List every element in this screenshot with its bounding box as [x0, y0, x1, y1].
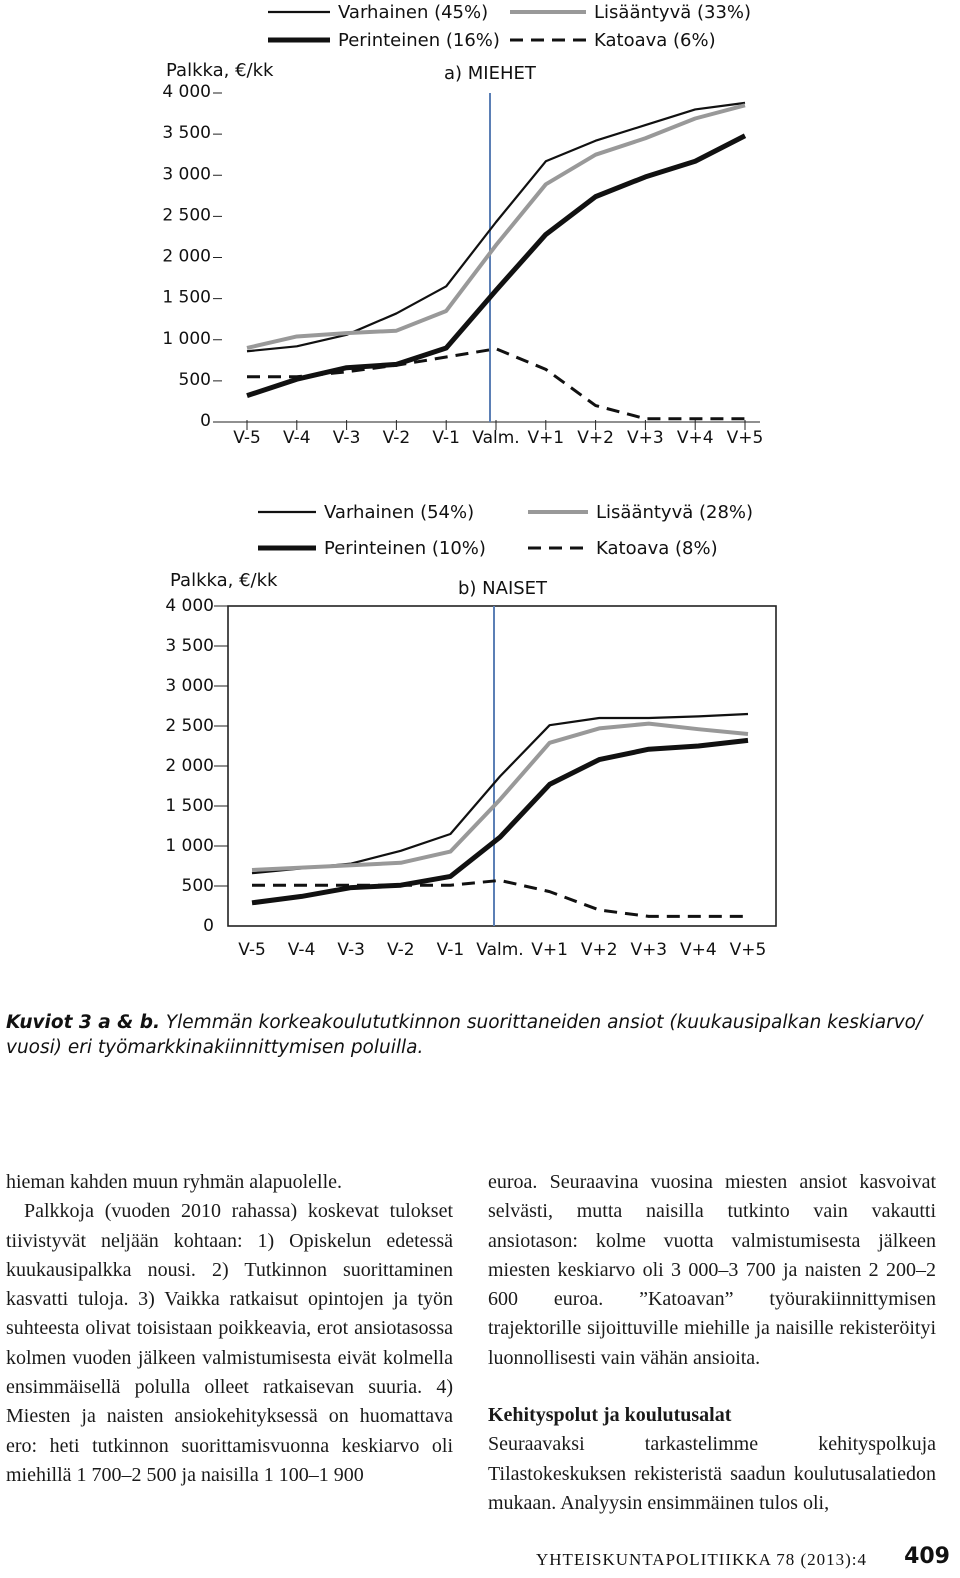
legend-label: Perinteinen (10%)	[324, 538, 486, 559]
section-heading: Kehityspolut ja koulutusalat	[488, 1404, 732, 1427]
y-tick-label: 4 000	[165, 596, 214, 616]
paragraph: Seuraavaksi tarkastelimme kehityspolkuja Tilastokeskuksen rekisteristä saadun koulutusalatiedon mukaan. Analyysin ensimmäinen tulos oli,	[488, 1433, 936, 1514]
series-line-lisääntyvä	[247, 105, 745, 348]
x-tick-label: V-5	[238, 940, 266, 960]
paragraph: hieman kahden muun ryhmän alapuolelle.	[6, 1171, 343, 1193]
y-axis-label: Palkka, €/kk	[166, 60, 274, 81]
x-tick-label: V+3	[630, 940, 668, 960]
legend-label: Perinteinen (16%)	[338, 30, 500, 51]
y-tick-label: 1 500	[165, 796, 214, 816]
journal-name: YHTEISKUNTAPOLITIIKKA 78 (2013):4	[536, 1550, 867, 1569]
y-tick-label: 500	[178, 369, 211, 390]
legend-label: Lisääntyvä (28%)	[596, 502, 754, 523]
y-tick-label: 1 000	[162, 328, 211, 349]
series-line-perinteinen	[252, 740, 748, 902]
chart-b-naiset	[0, 492, 960, 972]
legend-label: Katoava (8%)	[596, 538, 718, 559]
paragraph: euroa. Seuraavina vuosina miesten ansiot kasvoivat selvästi, mutta naisilla tutkinto vain vakautti ansiotason: kolme vuotta valmistumisesta jälkeen miesten keskiarvo oli 3 000–3 700 ja naisten 2 200–2 600 euroa. ”Katoavan” työurakiinnittymisen trajektorille sijoittuville miehille ja naisille rekisteröityi luonnollisesti vain vähän ansioita.	[488, 1171, 936, 1369]
x-tick-label: V+5	[729, 940, 767, 960]
x-tick-label: V-4	[287, 940, 316, 960]
y-tick-label: 3 000	[162, 164, 211, 185]
body-column-right	[488, 1168, 936, 1518]
x-tick-label: V-2	[382, 428, 411, 448]
legend-label: Varhainen (54%)	[324, 502, 475, 523]
legend-label: Lisääntyvä (33%)	[594, 2, 752, 23]
x-tick-label: V-3	[337, 940, 365, 960]
plot-frame	[228, 606, 776, 926]
x-tick-label: V-1	[432, 428, 460, 448]
y-tick-label: 0	[203, 916, 214, 936]
y-tick-label: 2 000	[162, 246, 211, 267]
x-tick-label: V-1	[436, 940, 465, 960]
chart-title: b) NAISET	[458, 578, 548, 599]
x-tick-label: V-5	[233, 428, 261, 448]
body-column-left	[6, 1168, 453, 1490]
x-tick-label: V+4	[676, 428, 714, 448]
y-tick-label: 500	[181, 876, 214, 896]
page-footer	[0, 1544, 952, 1574]
y-tick-label: 3 500	[165, 636, 214, 656]
caption-label: Kuviot 3 a & b.	[6, 1012, 160, 1033]
y-tick-label: 3 000	[165, 676, 214, 696]
figure-caption	[6, 1010, 956, 1060]
paragraph: Palkkoja (vuoden 2010 rahassa) koskevat tulokset tiivistyvät neljään kohtaan: 1) Opiskelun edetessä kuukausipalkka nousi. 2) Tutkinnon suorittaminen kasvatti tuloja. 3) Vaikka ratkaisut opintojen ja työn suhteesta olivat toisistaan poikkeavia, erot ansiotasossa kolmen vuoden jälkeen valmistumisesta eivät kolmella ensimmäisellä polulla olleet ratkaisevan suuria. 4) Miesten ja naisten ansiokehityksessä on huomattava ero: heti tutkinnon suorittamisvuonna keskiarvo oli miehillä 1 700–2 500 ja naisilla 1 100–1 900	[6, 1200, 453, 1486]
x-tick-label: Valm.	[476, 940, 524, 960]
x-tick-label: V-3	[332, 428, 361, 448]
x-tick-label: V+3	[627, 428, 664, 448]
x-tick-label: V+1	[531, 940, 568, 960]
series-line-varhainen	[247, 103, 745, 351]
page-number: 409	[904, 1544, 950, 1569]
x-tick-label: V+2	[580, 940, 618, 960]
x-tick-label: V+2	[577, 428, 614, 448]
x-tick-label: V-4	[283, 428, 311, 448]
chart-title: a) MIEHET	[444, 63, 536, 84]
x-tick-label: V+5	[726, 428, 764, 448]
chart-a-miehet	[0, 0, 960, 460]
y-tick-label: 1 500	[162, 287, 211, 308]
x-tick-label: V+4	[680, 940, 717, 960]
y-tick-label: 2 500	[165, 716, 214, 736]
y-tick-label: 2 500	[162, 205, 211, 226]
x-tick-label: V-2	[387, 940, 415, 960]
legend-label: Varhainen (45%)	[338, 2, 489, 23]
y-tick-label: 2 000	[165, 756, 214, 776]
y-axis-label: Palkka, €/kk	[170, 570, 278, 591]
series-line-katoava	[252, 880, 748, 916]
series-line-perinteinen	[247, 136, 745, 396]
x-tick-label: V+1	[527, 428, 565, 448]
caption-text: Ylemmän korkeakoulututkinnon suorittaneiden ansiot (kuukausipalkan keskiarvo/ vuosi) eri työmarkkinakiinnittymisen poluilla.	[6, 1012, 923, 1058]
x-tick-label: Valm.	[472, 428, 520, 448]
y-tick-label: 0	[200, 411, 211, 431]
y-tick-label: 4 000	[162, 82, 211, 102]
legend-label: Katoava (6%)	[594, 30, 716, 51]
y-tick-label: 3 500	[162, 123, 211, 144]
series-line-varhainen	[252, 714, 748, 873]
series-line-katoava	[247, 349, 745, 419]
y-tick-label: 1 000	[165, 836, 214, 856]
